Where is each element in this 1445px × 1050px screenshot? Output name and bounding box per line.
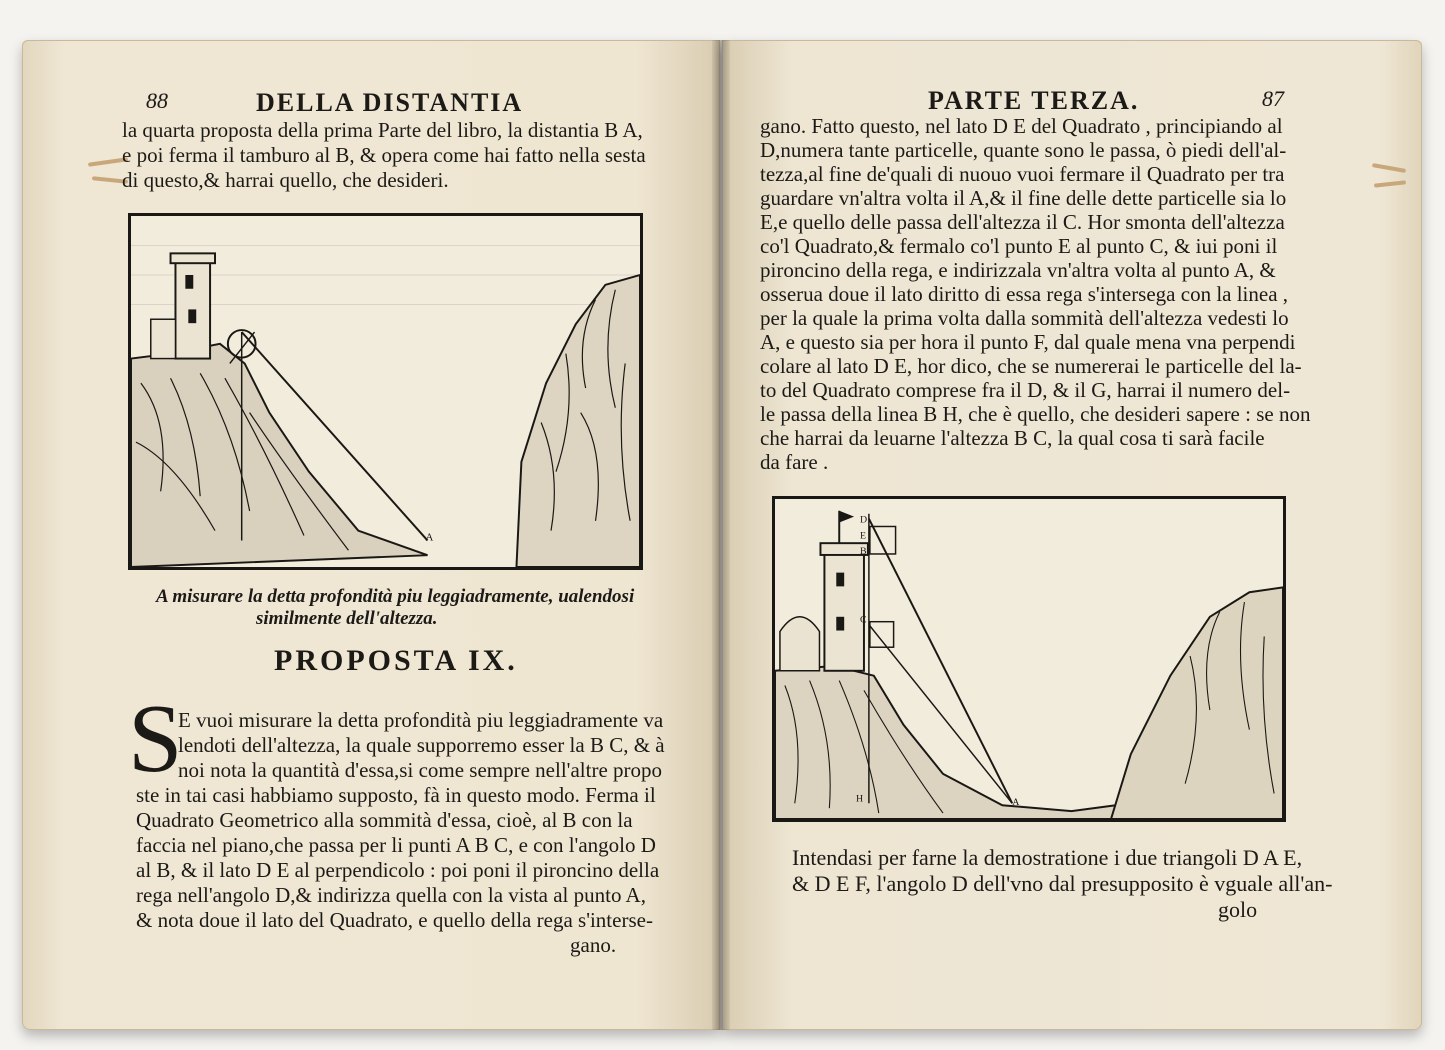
- left-figure-caption: A misurare la detta profondità piu leggiadramente, ualendosi: [156, 586, 635, 607]
- drop-cap: S: [128, 685, 183, 793]
- figure-label-a: A: [425, 531, 434, 544]
- right-top-line: A, e questo sia per hora il punto F, dal quale mena vna perpendi: [760, 330, 1296, 354]
- left-body-line: ste in tai casi habbiamo supposto, fà in questo modo. Ferma il: [136, 783, 656, 807]
- figure-label-d: D: [859, 514, 868, 526]
- woodcut-drawing-left: [131, 216, 640, 567]
- right-top-line: tezza,al fine de'quali di nuouo vuoi fermare il Quadrato per tra: [760, 162, 1285, 186]
- figure-label-c: C: [859, 614, 867, 626]
- left-body-line: E vuoi misurare la detta profondità piu leggiadramente va: [178, 708, 664, 732]
- left-top-line: la quarta proposta della prima Parte del libro, la distantia B A,: [122, 118, 643, 142]
- left-body-line: noi nota la quantità d'essa,si come sempre nell'altre propo: [178, 758, 663, 782]
- left-body-line: al B, & il lato D E al perpendicolo : poi poni il pironcino della: [136, 858, 660, 882]
- right-top-line: colare al lato D E, hor dico, che se numererai le particelle del la-: [760, 354, 1302, 378]
- left-top-line: di questo,& harrai quello, che desideri.: [122, 168, 449, 192]
- right-bottom-line: golo: [1218, 897, 1258, 922]
- left-body-line: faccia nel piano,che passa per li punti A B C, e con l'angolo D: [136, 833, 656, 857]
- right-top-line: che harrai da leuarne l'altezza B C, la qual cosa ti sarà facile: [760, 426, 1265, 450]
- left-body-line: lendoti dell'altezza, la quale supporremo esser la B C, & à: [178, 733, 665, 757]
- right-bottom-line: & D E F, l'angolo D dell'vno dal presupposito è vguale all'an-: [792, 871, 1333, 896]
- left-body-line: gano.: [570, 933, 617, 957]
- left-running-head: DELLA DISTANTIA: [256, 88, 524, 117]
- book-gutter: [712, 40, 730, 1030]
- right-top-line: le passa della linea B H, che è quello, che desideri sapere : se non: [760, 402, 1311, 426]
- right-bottom-line: Intendasi per farne la demostratione i due triangoli D A E,: [792, 845, 1303, 870]
- right-top-line: pironcino della rega, e indirizzala vn'altra volta al punto A, &: [760, 258, 1276, 282]
- left-section-heading: PROPOSTA IX.: [274, 644, 518, 677]
- woodcut-drawing-right: [775, 499, 1283, 819]
- right-top-line: E,e quello delle passa dell'altezza il C. Hor smonta dell'altezza: [760, 210, 1285, 234]
- woodcut-illustration-right: [772, 496, 1286, 822]
- right-top-line: gano. Fatto questo, nel lato D E del Quadrato , principiando al: [760, 114, 1283, 138]
- left-top-line: e poi ferma il tamburo al B, & opera come hai fatto nella sesta: [122, 143, 646, 167]
- right-top-line: da fare .: [760, 450, 829, 474]
- left-body-line: & nota doue il lato del Quadrato, e quello della rega s'interse-: [136, 908, 653, 932]
- left-figure-caption: similmente dell'altezza.: [256, 608, 438, 629]
- right-top-line: guardare vn'altra volta il A,& il fine delle dette particelle sia lo: [760, 186, 1287, 210]
- figure-label-e: E: [859, 530, 867, 542]
- left-page-number: 88: [146, 88, 168, 113]
- right-top-line: to del Quadrato comprese fra il D, & il G, harrai il numero del-: [760, 378, 1291, 402]
- right-top-line: osserua doue il lato diritto di essa rega s'intersega con la linea ,: [760, 282, 1289, 306]
- right-top-line: D,numera tante particelle, quante sono le passa, ò piedi dell'al-: [760, 138, 1287, 162]
- right-top-line: per la quale la prima volta dalla sommità dell'altezza vedesti lo: [760, 306, 1289, 330]
- right-top-line: co'l Quadrato,& fermalo co'l punto E al punto C, & iui poni il: [760, 234, 1278, 258]
- woodcut-illustration-left: [128, 213, 643, 570]
- figure-label-a-right: A: [1012, 797, 1020, 809]
- figure-label-b: B: [859, 545, 867, 557]
- left-body-line: rega nell'angolo D,& indirizza quella con la vista al punto A,: [136, 883, 646, 907]
- left-body-line: Quadrato Geometrico alla sommità d'essa, cioè, al B con la: [136, 808, 633, 832]
- right-page-number: 87: [1262, 86, 1284, 111]
- right-running-head: PARTE TERZA.: [928, 86, 1140, 115]
- figure-label-h: H: [856, 793, 864, 805]
